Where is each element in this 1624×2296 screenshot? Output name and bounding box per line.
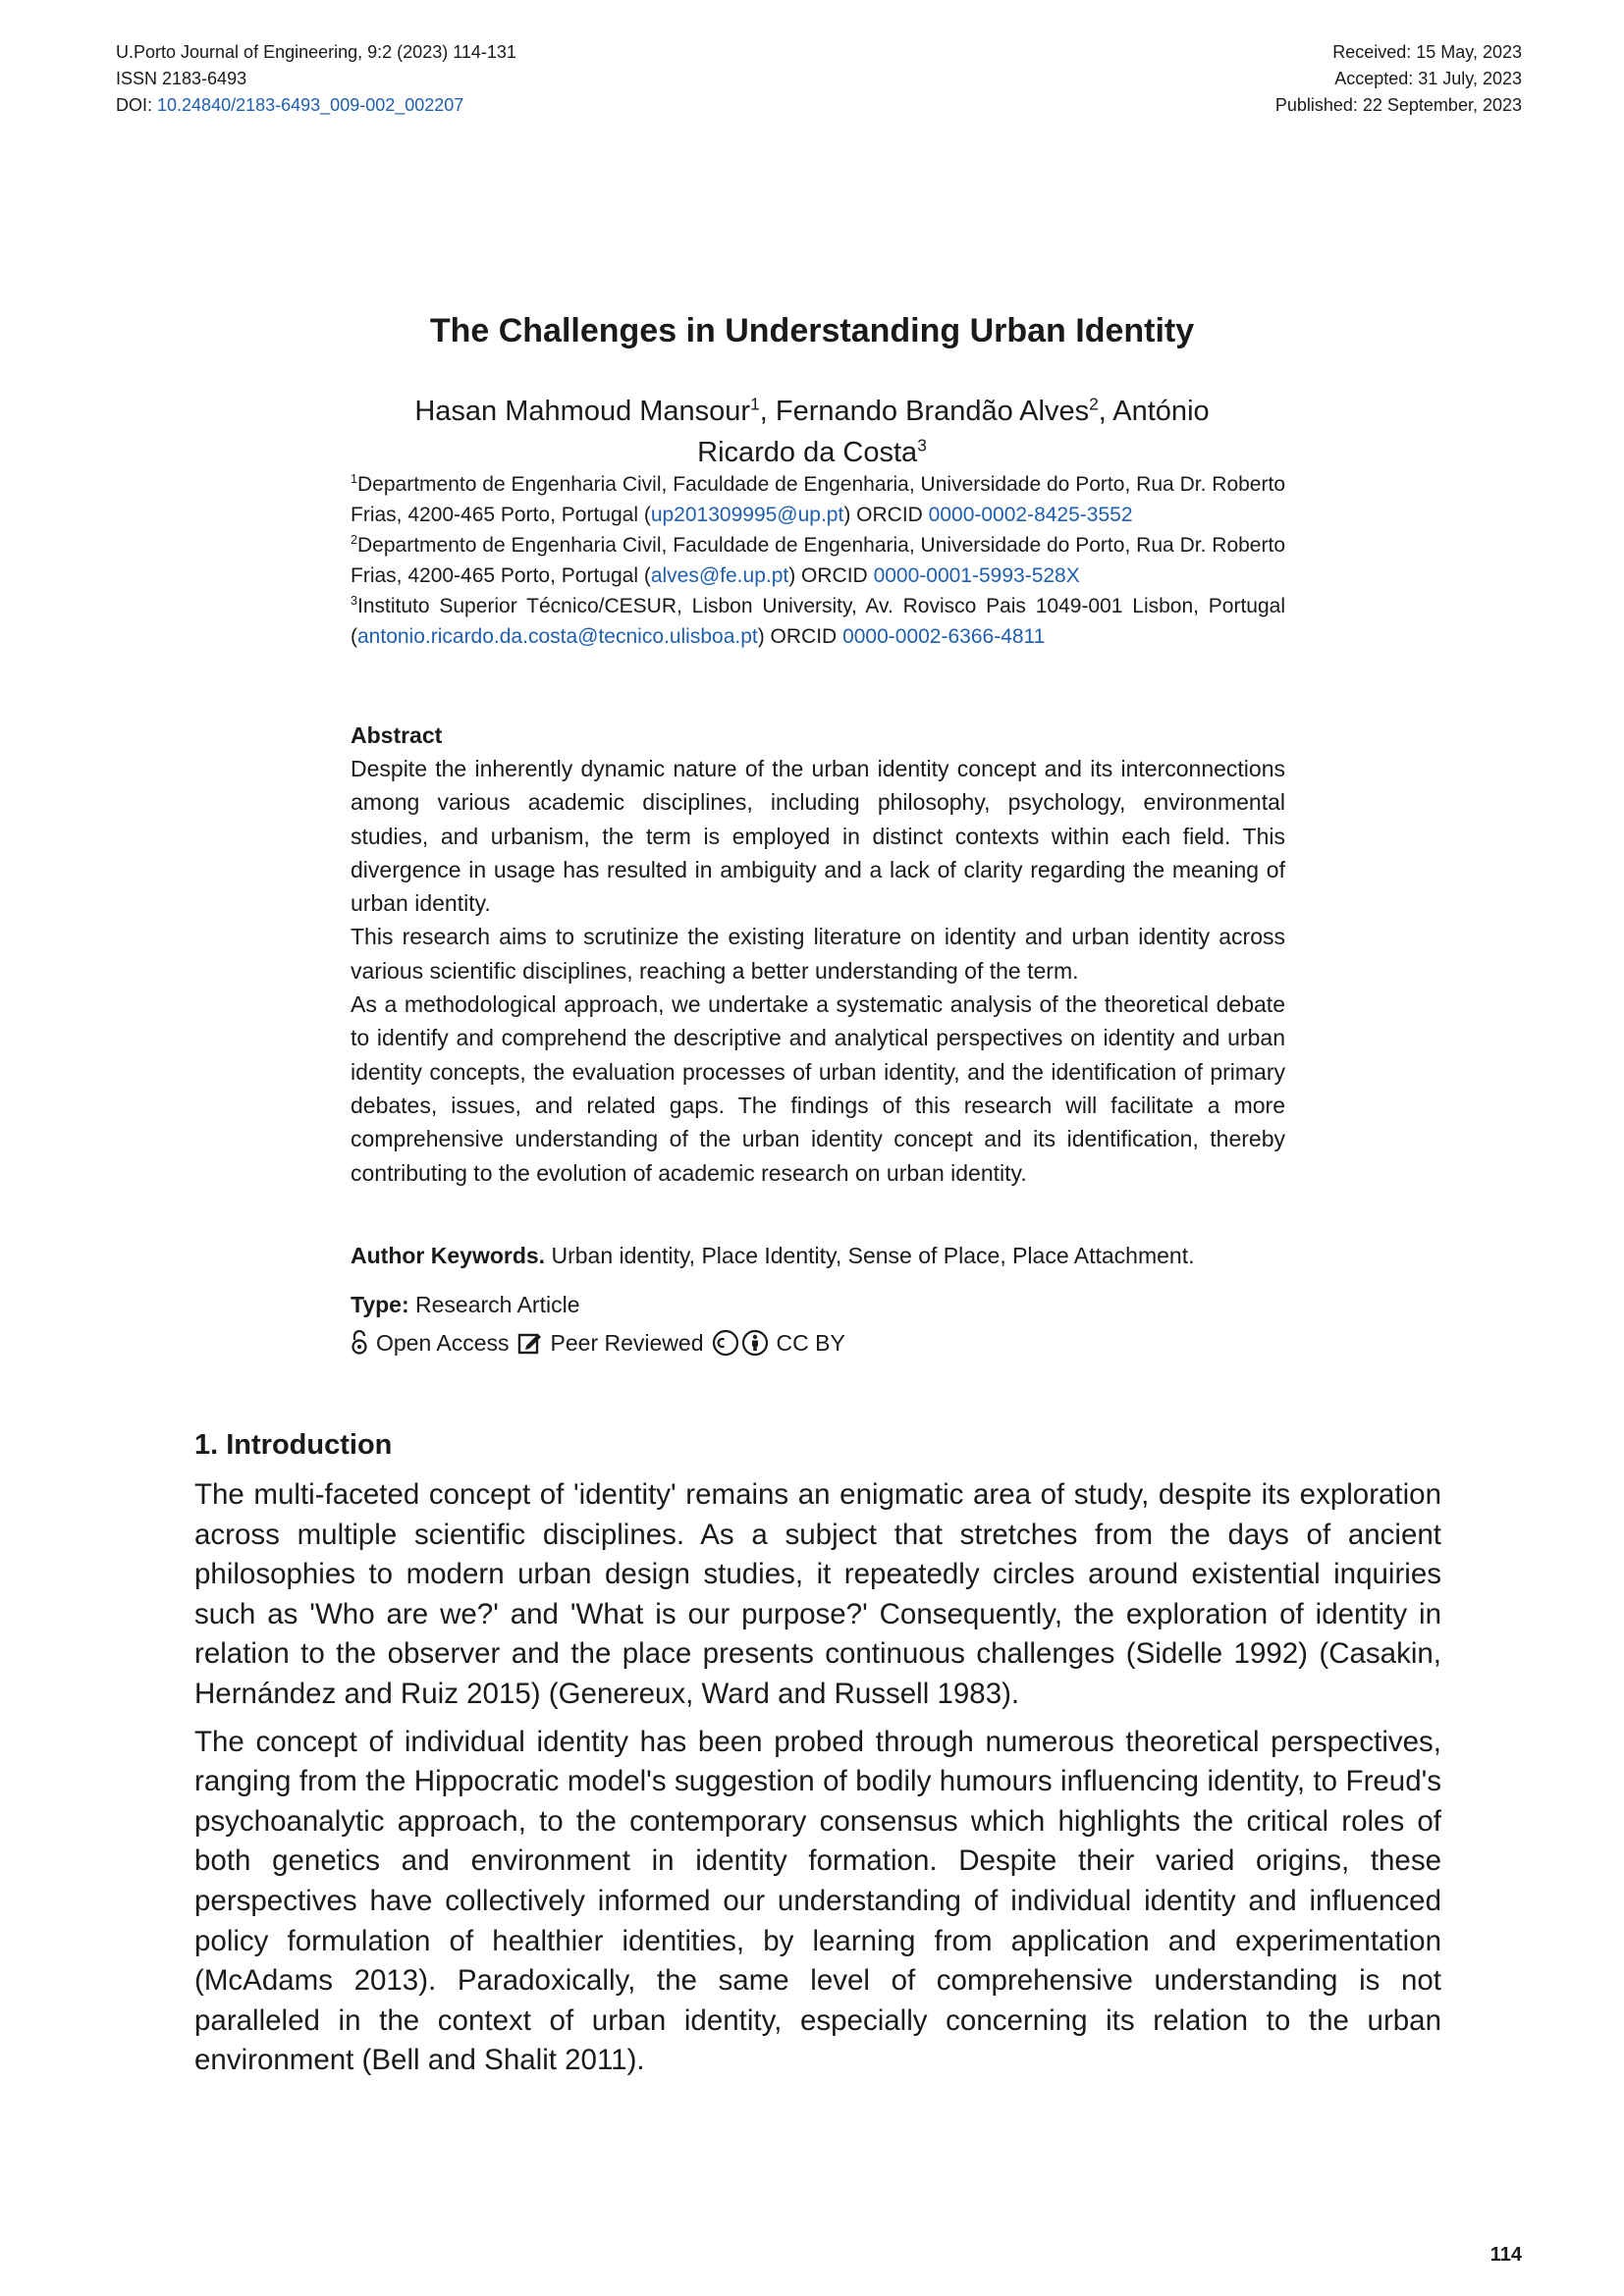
- affiliation-text: Instituto Superior Técnico/CESUR, Lisbon University, Av. Rovisco Pais 1049-001 Lisbon, Portugal (: [351, 595, 1285, 648]
- abstract-paragraph: This research aims to scrutinize the existing literature on identity and urban identity across various scientific disciplines, reaching a better understanding of the term.: [351, 924, 1285, 984]
- journal-citation: U.Porto Journal of Engineering, 9:2 (2023) 114-131: [116, 42, 516, 62]
- affiliation-sup: 1: [351, 472, 358, 486]
- type-label: Type:: [351, 1292, 409, 1317]
- author-3-start: , António: [1098, 396, 1210, 427]
- attribution-icon: [741, 1329, 769, 1357]
- author-2-sup: 2: [1089, 394, 1099, 414]
- author-2: , Fernando Brandão Alves: [759, 396, 1090, 427]
- email-link[interactable]: antonio.ricardo.da.costa@tecnico.ulisboa.pt: [357, 625, 758, 648]
- cc-icon: [712, 1329, 739, 1357]
- orcid-label: ) ORCID: [788, 564, 874, 587]
- body-paragraph: The concept of individual identity has been probed through numerous theoretical perspectives, ranging from the Hippocratic model's suggestion of bodily humours influencing identity, to Freud's psychoanalytic approach, to the contemporary consensus which highlights the critical roles of both genetics and environment in identity formation. Despite their varied origins, these perspectives have collectively informed our understanding of individual identity and influenced policy formulation of healthier identities, by learning from application and experimentation (McAdams 2013). Paradoxically, the same level of comprehensive understanding is not paralleled in the context of urban identity, especially concerning its relation to the urban environment (Bell and Shalit 2011).: [194, 1725, 1441, 2077]
- orcid-link[interactable]: 0000-0002-8425-3552: [928, 504, 1133, 526]
- license-badge: [712, 1325, 845, 1361]
- received-date: Received: 15 May, 2023: [1332, 42, 1522, 62]
- accepted-date: Accepted: 31 July, 2023: [1334, 69, 1522, 88]
- keywords-label: Author Keywords.: [351, 1243, 546, 1268]
- author-line-1: [0, 391, 1624, 432]
- published-date: Published: 22 September, 2023: [1274, 95, 1522, 115]
- author-3-sup: 3: [917, 435, 927, 455]
- orcid-label: ) ORCID: [843, 504, 929, 526]
- edit-box-icon: [517, 1330, 543, 1356]
- orcid-label: ) ORCID: [757, 625, 843, 648]
- abstract-paragraph: Despite the inherently dynamic nature of the urban identity concept and its interconnections among various academic disciplines, including philosophy, psychology, environmental studies, and urbanism, the term is employed in distinct contexts within each field. This divergence in usage has resulted in ambiguity and a lack of clarity regarding the meaning of urban identity.: [351, 756, 1285, 917]
- issn: ISSN 2183-6493: [116, 69, 247, 88]
- affiliation-2: [351, 530, 1285, 591]
- affiliations: [351, 469, 1285, 652]
- orcid-link[interactable]: 0000-0002-6366-4811: [842, 625, 1046, 648]
- body-text: [194, 1475, 1441, 2089]
- affiliation-text: Departmento de Engenharia Civil, Faculdade de Engenharia, Universidade do Porto, Rua Dr. Roberto Frias, 4200-465 Porto, Portugal (: [351, 473, 1285, 526]
- affiliation-sup: 3: [351, 594, 358, 608]
- open-access-badge: [351, 1325, 510, 1361]
- license-label: CC BY: [776, 1330, 845, 1356]
- doi-link[interactable]: 10.24840/2183-6493_009-002_002207: [157, 95, 464, 115]
- dates-header: [1275, 39, 1522, 119]
- affiliation-1: [351, 469, 1285, 530]
- section-heading: 1. Introduction: [194, 1429, 393, 1461]
- affiliation-sup: 2: [351, 533, 358, 547]
- body-paragraph: The multi-faceted concept of 'identity' remains an enigmatic area of study, despite its exploration across multiple scientific disciplines. As a subject that stretches from the days of ancient philosophies to modern urban design studies, it repeatedly circles around existential inquiries such as 'Who are we?' and 'What is our purpose?' Consequently, the exploration of identity in relation to the observer and the place presents continuous challenges (Sidelle 1992) (Casakin, Hernández and Ruiz 2015) (Genereux, Ward and Russell 1983).: [194, 1478, 1441, 1710]
- article-type: [351, 1288, 580, 1321]
- orcid-link[interactable]: 0000-0001-5993-528X: [873, 564, 1080, 587]
- affiliation-3: [351, 591, 1285, 652]
- email-link[interactable]: up201309995@up.pt: [650, 504, 844, 526]
- author-1-sup: 1: [750, 394, 760, 414]
- affiliation-text: Departmento de Engenharia Civil, Faculdade de Engenharia, Universidade do Porto, Rua Dr. Roberto Frias, 4200-465 Porto, Portugal (: [351, 534, 1285, 587]
- doi-label: DOI:: [116, 95, 158, 115]
- author-3-end: Ricardo da Costa: [697, 437, 918, 468]
- open-access-label: Open Access: [376, 1330, 510, 1356]
- author-line-2: [0, 432, 1624, 473]
- page-number: 114: [1489, 2244, 1522, 2266]
- article-badges: [351, 1325, 845, 1361]
- open-lock-icon: [351, 1330, 368, 1356]
- journal-header: [116, 39, 516, 119]
- paper-title: The Challenges in Understanding Urban Identity: [429, 312, 1195, 349]
- email-link[interactable]: alves@fe.up.pt: [650, 564, 789, 587]
- abstract-paragraph: As a methodological approach, we undertake a systematic analysis of the theoretical debate to identify and comprehend the descriptive and analytical perspectives on identity and urban identity concepts, the evaluation processes of urban identity, and the identification of primary debates, issues, and related gaps. The findings of this research will facilitate a more comprehensive understanding of the urban identity concept and its identification, thereby contributing to the evolution of academic research on urban identity.: [351, 991, 1285, 1186]
- abstract-heading: Abstract: [351, 722, 443, 748]
- peer-reviewed-badge: [517, 1325, 704, 1361]
- keywords: [351, 1239, 1285, 1272]
- author-1: Hasan Mahmoud Mansour: [414, 396, 751, 427]
- keywords-text: Urban identity, Place Identity, Sense of Place, Place Attachment.: [545, 1243, 1195, 1268]
- author-list: [0, 391, 1624, 473]
- type-value: Research Article: [408, 1292, 580, 1317]
- abstract-section: [351, 719, 1285, 1190]
- doi-line: [116, 92, 516, 119]
- peer-reviewed-label: Peer Reviewed: [550, 1330, 704, 1356]
